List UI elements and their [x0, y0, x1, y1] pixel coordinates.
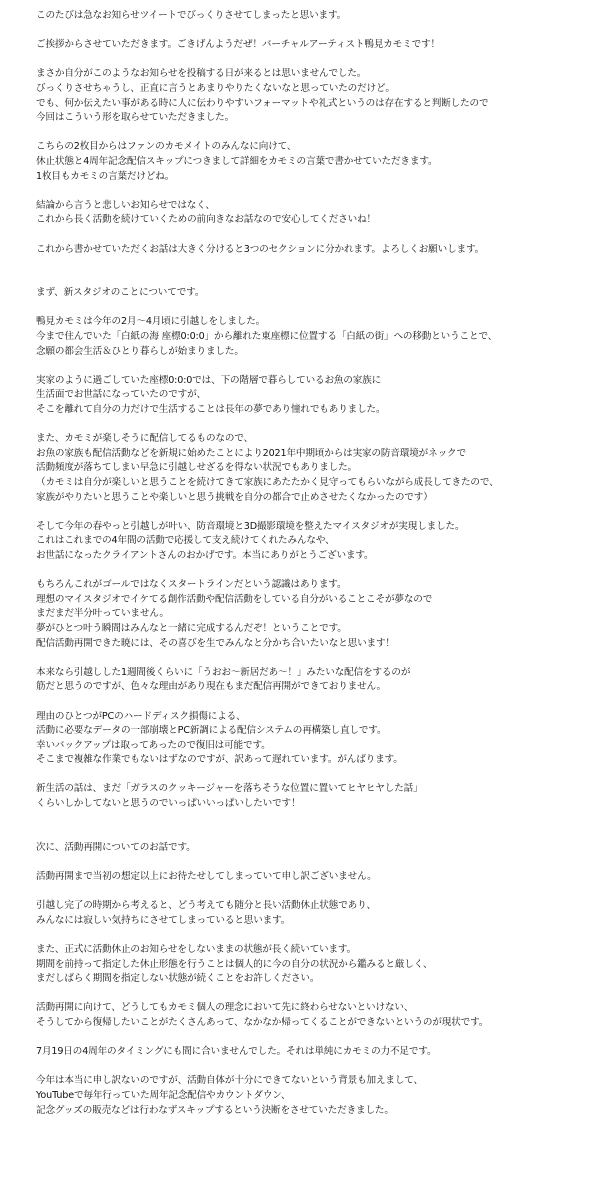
paragraph-spacer [36, 987, 593, 1002]
paragraph [36, 9, 593, 24]
text-line: また、正式に活動休止のお知らせをしないままの状態が長く続いています。 [36, 944, 357, 955]
paragraph [36, 520, 593, 564]
paragraph [36, 666, 593, 695]
paragraph [36, 38, 593, 53]
paragraph [36, 943, 593, 987]
paragraph [36, 67, 593, 125]
text-line: 新生活の話は、まだ「ガラスのクッキージャーを落ちそうな位置に置いてヒヤヒヤした話」 [36, 783, 423, 795]
text-line: 活動再開まで当初の想定以上にお待たせしてしまっていて申し訳ございません。 [36, 871, 377, 883]
text-line: そこを離れて自分の力だけで生活することは長年の夢であり憧れでもありました。 [36, 404, 386, 416]
text-line: 次に、活動再開についてのお話です。 [36, 841, 196, 853]
text-line: まさか自分がこのようなお知らせを投稿する日が来るとは思いませんでした。 [36, 68, 367, 80]
paragraph [36, 315, 593, 359]
text-line: びっくりさせちゃうし、正直に言うとあまりやりたくないなと思っていたのだけど。 [36, 82, 395, 94]
paragraph-spacer [36, 885, 593, 900]
paragraph [36, 1045, 593, 1060]
paragraph-spacer [36, 812, 593, 841]
paragraph [36, 374, 593, 418]
text-line: まず、新スタジオのことについてです。 [36, 287, 205, 299]
text-line: 1枚目もカモミの言葉だけどね。 [36, 170, 175, 182]
text-line: 配信活動再開できた暁には、その喜びを生でみんなと分かち合いたいなと思います！ [36, 637, 395, 649]
paragraph [36, 899, 593, 928]
text-line: このたびは急なお知らせツイートでびっくりさせてしまったと思います。 [36, 10, 347, 21]
text-line: 筋だと思うのですが、色々な理由があり現在もまだ配信再開ができておりません。 [36, 681, 386, 693]
paragraph-spacer [36, 301, 593, 316]
text-line: そこまで複雑な作業でもないはずなのですが、訳あって遅れています。がんばります。 [36, 754, 403, 766]
text-line: そうしてから復帰したいことがたくさんあって、なかなか帰ってくることができないというのが現状です。 [36, 1016, 489, 1028]
text-line: まだまだ半分叶っていません。 [36, 608, 169, 620]
text-line: まだしばらく期間を指定しない状態が続くことをお許しください。 [36, 973, 320, 985]
text-line: これはこれまでの4年間の活動で応援して支え続けてくれたみんなや、 [36, 535, 335, 547]
paragraph [36, 140, 593, 184]
text-line: 今年は本当に申し訳ないのですが、活動自体が十分にできてないという背景も加えまして、 [36, 1075, 424, 1087]
text-line: 7月19日の4周年のタイミングにも間に合いませんでした。それは単純にカモミの力不足です。 [36, 1046, 437, 1058]
text-line: お世話になったクライアントさんのおかげです。本当にありがとうございます。 [36, 549, 374, 561]
text-line: 休止状態と4周年記念配信スキップにつきまして詳細をカモミの言葉で書かせていただきます。 [36, 155, 438, 167]
text-line: 理由のひとつがPCのハードディスク損傷による、 [36, 710, 246, 722]
text-line: お魚の家族も配信活動などを新規に始めたことにより2021年中期頃からは実家の防音環境がネックで [36, 447, 466, 459]
text-line: 理想のマイスタジオでイケてる創作活動や配信活動をしている自分がいることこそが夢なので [36, 593, 433, 605]
text-line: 期間を前持って指定した休止形態を行うことは個人的に今の自分の状況から鑑みると厳しく、 [36, 958, 433, 970]
text-line: これから長く活動を続けていくための前向きなお話なので安心してくださいね！ [36, 214, 376, 226]
text-line: 本来なら引越しした1週間後くらいに「うおお～新居だあ～！」みたいな配信をするのが [36, 666, 411, 678]
text-line: 活動に必要なデータの一部崩壊とPC新調による配信システムの再構築し直しです。 [36, 725, 387, 737]
text-line: 今まで住んでいた「白紙の海 座標0:0:0」から離れた東座標に位置する「白紙の街」への移動ということで、 [36, 331, 498, 343]
paragraph-spacer [36, 418, 593, 433]
text-line: YouTubeで毎年行っていた周年記念配信やカウントダウン、 [36, 1089, 291, 1101]
paragraph [36, 286, 593, 301]
text-line: 実家のように過ごしていた座標0:0:0では、下の階層で暮らしているお魚の家族に [36, 374, 382, 386]
paragraph [36, 710, 593, 768]
text-line: 記念グッズの販売などは行わなずスキップするという決断をさせていただきました。 [36, 1104, 394, 1116]
text-line: こちらの2枚目からはファンのカモメイトのみんなに向けて、 [36, 141, 297, 153]
text-line: でも、何か伝えたい事がある時に人に伝わりやすいフォーマットや礼式というのは存在すると判断したので [36, 97, 489, 109]
text-line: 今回はこういう形を取らせていただきました。 [36, 112, 235, 124]
text-line: これから書かせていただくお話は大きく分けると3つのセクションに分かれます。よろしくお願いします。 [36, 243, 485, 255]
paragraph-spacer [36, 695, 593, 710]
paragraph [36, 1074, 593, 1118]
paragraph-spacer [36, 1060, 593, 1075]
paragraph [36, 782, 593, 811]
text-line: 念願の都会生活＆ひとり暮らしが始まりました。 [36, 345, 244, 357]
paragraph [36, 578, 593, 651]
text-line: 幸いバックアップは取ってあったので復旧は可能です。 [36, 739, 271, 751]
paragraph-spacer [36, 359, 593, 374]
text-line: また、カモミが楽しそうに配信してるものなので、 [36, 433, 254, 445]
text-line: 引越し完了の時期から考えると、どう考えても随分と長い活動休止状態であり、 [36, 900, 376, 912]
text-line: 生活面でお世話になっていたのですが、 [36, 389, 206, 401]
paragraph-spacer [36, 1031, 593, 1046]
paragraph [36, 1001, 593, 1030]
paragraph-spacer [36, 228, 593, 243]
text-line: 結論から言うと悲しいお知らせではなく、 [36, 199, 215, 211]
paragraph [36, 870, 593, 885]
paragraph-spacer [36, 768, 593, 783]
text-line: もちろんこれがゴールではなくスタートラインだという認識はあります。 [36, 579, 347, 591]
paragraph-spacer [36, 257, 593, 286]
paragraph-spacer [36, 564, 593, 579]
text-line: 夢がひとつ叶う瞬間はみんなと一緒に完成するんだぞ！ということです。 [36, 622, 347, 634]
paragraph-spacer [36, 126, 593, 141]
paragraph-spacer [36, 24, 593, 39]
text-line: 鴨見カモミは今年の2月～4月頃に引越しをしました。 [36, 316, 266, 328]
text-line: ご挨拶からさせていただきます。ごきげんようだぜ！バーチャルアーティスト鴨見カモミです！ [36, 39, 440, 51]
paragraph [36, 199, 593, 228]
paragraph-spacer [36, 855, 593, 870]
paragraph [36, 432, 593, 505]
paragraph-spacer [36, 505, 593, 520]
paragraph [36, 841, 593, 856]
text-line: くらいしかしてないと思うのでいっぱいいっぱいしたいです！ [36, 798, 301, 810]
text-line: 活動頻度が落ちてしまい早急に引越しせざるを得ない状況でもありました。 [36, 462, 357, 474]
paragraph-spacer [36, 184, 593, 199]
text-line: みんなには寂しい気持ちにさせてしまっていると思います。 [36, 914, 291, 926]
text-line: （カモミは自分が楽しいと思うことを続けてきて家族にあたたかく見守ってもらいながら成長してきたので、 [36, 477, 499, 488]
text-line: そして今年の春やっと引越しが叶い、防音環境と3D撮影環境を整えたマイスタジオが実現しました。 [36, 520, 465, 532]
text-line: 家族がやりたいと思うことや楽しいと思う挑戦を自分の都合で止めさせたくなかったのです） [36, 491, 433, 503]
paragraph-spacer [36, 928, 593, 943]
paragraph-spacer [36, 651, 593, 666]
text-line: 活動再開に向けて、どうしてもカモミ個人の理念において先に終わらせないといけない、 [36, 1002, 414, 1014]
paragraph-spacer [36, 53, 593, 68]
paragraph [36, 243, 593, 258]
